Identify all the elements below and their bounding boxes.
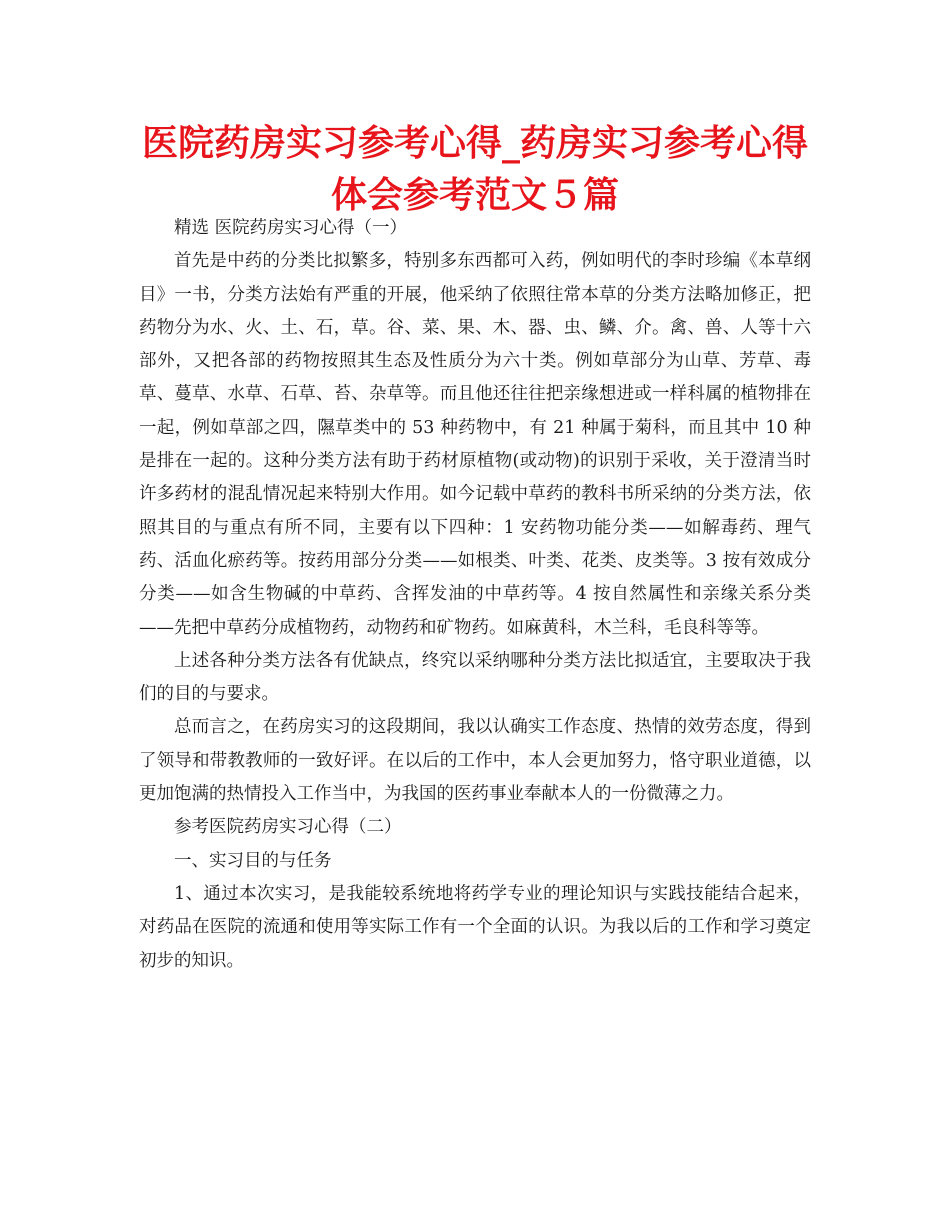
paragraph-classification: 首先是中药的分类比拟繁多，特别多东西都可入药，例如明代的李时珍编《本草纲目》一书，分类方法始有严重的开展，他采纳了依照往常本草的分类方法略加修正，把药物分为水、火、土、石，草。谷、菜、果、木、器、虫、鳞、介。禽、兽、人等十六部外，又把各部的药物按照其生态及性质分为六十类。例如草部分为山草、芳草、毒草、蔓草、水草、石草、苔、杂草等。而且他还往往把亲缘想进或一样科属的植物排在一起，例如草部之四，隰草类中的 53 种药物中，有 21 种属于菊科，而且其中 10 种是排在一起的。这种分类方法有助于药材原植物(或动物)的识别于采收，关于澄清当时许多药材的混乱情况起来特别大作用。如今记载中草药的教科书所采纳的分类方法，依照其目的与重点有所不同，主要有以下四种：1 安药物功能分类——如解毒药、理气药、活血化瘀药等。按药用部分分类——如根类、叶类、花类、皮类等。3 按有效成分分类——如含生物碱的中草药、含挥发油的中草药等。4 按自然属性和亲缘关系分类——先把中草药分成植物药，动物药和矿物药。如麻黄科，木兰科，毛良科等等。	[139, 251, 811, 638]
subheading-purpose: 一、实习目的与任务	[174, 850, 332, 871]
paragraph-summary: 总而言之，在药房实习的这段期间，我以认确实工作态度、热情的效劳态度，得到了领导和带教教师的一致好评。在以后的工作中，本人会更加努力，恪守职业道德，以更加饱满的热情投入工作当中，为我国的医药事业奉献本人的一份微薄之力。	[139, 717, 811, 805]
paragraph-pros-cons: 上述各种分类方法各有优缺点，终究以采纳哪种分类方法比拟适宜，主要取决于我们的目的与要求。	[139, 650, 811, 705]
title-line-2: 体会参考范文５篇	[330, 175, 619, 216]
section-heading-1: 精选 医院药房实习心得（一）	[174, 218, 408, 238]
paragraph-purpose-1: 1、通过本次实习，是我能较系统地将药学专业的理论知识与实践技能结合起来，对药品在医院的流通和使用等实际工作有一个全面的认识。为我以后的工作和学习奠定初步的知识。	[139, 883, 811, 971]
title-line-1: 医院药房实习参考心得_药房实习参考心得	[141, 123, 808, 164]
document-title	[100, 118, 850, 222]
document-body	[139, 212, 811, 978]
section-heading-2: 参考医院药房实习心得（二）	[174, 817, 402, 838]
